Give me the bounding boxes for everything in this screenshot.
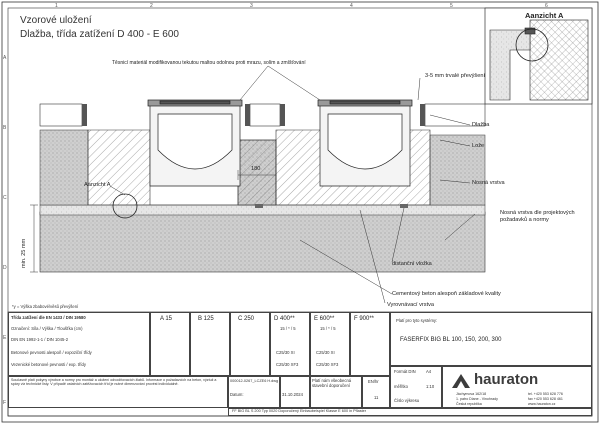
tb-e600-dims: 15 / * / 5: [320, 326, 336, 331]
callout-levelling: Vyrovnávací vrstva: [387, 302, 435, 308]
callout-base-load: Nosná vrstva dle projektových požadavků a normy: [500, 210, 575, 223]
tb-phone1: tel. +420 553 628 776: [528, 392, 563, 396]
zone-number-1: 1: [55, 3, 58, 9]
tb-brand: hauraton: [474, 371, 539, 388]
callout-view-a: Aanzicht A: [84, 182, 111, 188]
tb-row3-label: DIN EN 1992-1-1 / DIN 1045-2: [11, 337, 69, 342]
zone-letter-d: D: [3, 265, 7, 271]
tb-address2: 1. patro Diane - Vinohrady: [456, 397, 498, 401]
tb-c2530-1: C25/30 XI: [276, 350, 295, 355]
tb-date-label: Datum:: [230, 392, 244, 397]
callout-overhang: 3-5 mm trvalé převýšení: [425, 73, 485, 79]
paving-stones: [40, 104, 485, 126]
tb-product-label: Platí pro tyto systémy:: [396, 318, 438, 323]
tb-address3: Česká republika: [456, 402, 482, 406]
channel-left: [148, 100, 242, 186]
tb-web: www.hauraton.cz: [528, 402, 556, 406]
callout-sealant: Těsnicí materiál modifikovanou tekutou maltou odolnou proti mrazu, solím a zmíšťování: [112, 60, 306, 66]
zone-letter-c: C: [3, 195, 7, 201]
tb-row1-label: Třída zatížení dle EN 1433 / DIN 19580: [11, 315, 86, 320]
tb-scale-value: 1:10: [426, 384, 435, 389]
zone-number-2: 2: [150, 3, 153, 9]
callout-paving: Dlažba: [472, 122, 490, 128]
zone-number-5: 5: [450, 3, 453, 9]
tb-c2530-3: C25/30 XF3: [276, 362, 299, 367]
tb-class-e600: E 600**: [314, 316, 335, 322]
zone-number-6: 6: [545, 3, 548, 9]
zone-letter-a: A: [3, 55, 7, 61]
tb-product: FASERFIX BIG BL 100, 150, 200, 300: [400, 337, 502, 343]
tb-lang: EN/hr: [368, 379, 379, 384]
tb-class-d400: D 400**: [274, 316, 295, 322]
drawing-subtitle: Dlažba, třída zatížení D 400 - E 600: [20, 29, 179, 40]
tb-c2530-4: C25/30 XF3: [316, 362, 339, 367]
tb-phone2: fax +420 553 628 461: [528, 397, 563, 401]
tb-class-b125: B 125: [198, 316, 214, 322]
dimension-min25: [30, 205, 38, 272]
tb-valid: Platí nám všeobecná stavební doporučení: [312, 378, 352, 389]
callout-bed: Lože: [472, 143, 485, 149]
callout-spacer: distanční vložka: [392, 261, 432, 267]
tb-date: 31.10.2024: [282, 392, 303, 397]
drawing-title: Vzorové uložení: [20, 15, 92, 26]
footnote: *y = Výška zbabové/věsů převýšení: [12, 304, 79, 309]
tb-c2530-2: C25/30 XI: [316, 350, 335, 355]
tb-sheet-label: Číslo výkresu: [394, 398, 420, 403]
tb-format-value: A4: [426, 369, 432, 374]
tb-d400-dims: 15 / * / 5: [280, 326, 296, 331]
dimension-min25-label: min. 25 mm: [21, 238, 27, 268]
callout-concrete: Cementový beton alespoň základové kvality: [392, 291, 501, 297]
tb-format-label: Formát DIN: [394, 369, 416, 374]
tb-class-f900: F 900**: [354, 316, 375, 322]
detail-view: [490, 20, 588, 100]
tb-footer: FF BIG BL S 200 Typ 0020 Doporučený Einbaubeispiel Klasse E 600 in Pflaster: [232, 409, 367, 413]
dimension-180-label: 180: [251, 166, 261, 172]
tb-scale-label: měřítko: [394, 384, 408, 389]
tb-row2-label: Označení: Síla / Výška / Tloušťka (cm): [11, 326, 83, 331]
zone-letter-f: F: [3, 400, 7, 406]
zone-number-4: 4: [350, 3, 353, 9]
tb-address1: Jáchymova 162/18: [456, 392, 487, 396]
zone-letter-e: E: [3, 335, 7, 341]
callout-base: Nosná vrstva: [472, 180, 505, 186]
tb-notes: Současně platí pokyny výrobce a normy pro montáž a uložení odvodňovacích žlabů. Informace o požadavcích na beton, výztuž a spáry viz technické listy. V případě ostatních zatěžovacích tříd je nutné dimenzování provést individuálně.: [11, 378, 217, 387]
detail-title: Aanzicht A: [525, 11, 564, 20]
tb-class-a15: A 15: [160, 316, 173, 322]
zone-number-3: 3: [250, 3, 253, 9]
tb-row4-label: Betonové pevnosti alespoň / expoziční třídy: [11, 350, 92, 355]
zone-letter-b: B: [3, 125, 7, 131]
tb-drawing-no: 000012-0267_LCZE6 H.dwg: [230, 379, 279, 383]
channel-right: [318, 100, 412, 186]
hauraton-logo-icon: [450, 372, 472, 390]
tb-row5-label: Vezenické betonové pevnosti / exp. třídy: [11, 362, 86, 367]
tb-sheet-no: 11: [374, 395, 379, 400]
bed-left: [40, 130, 88, 205]
tb-class-c250: C 250: [238, 316, 255, 322]
